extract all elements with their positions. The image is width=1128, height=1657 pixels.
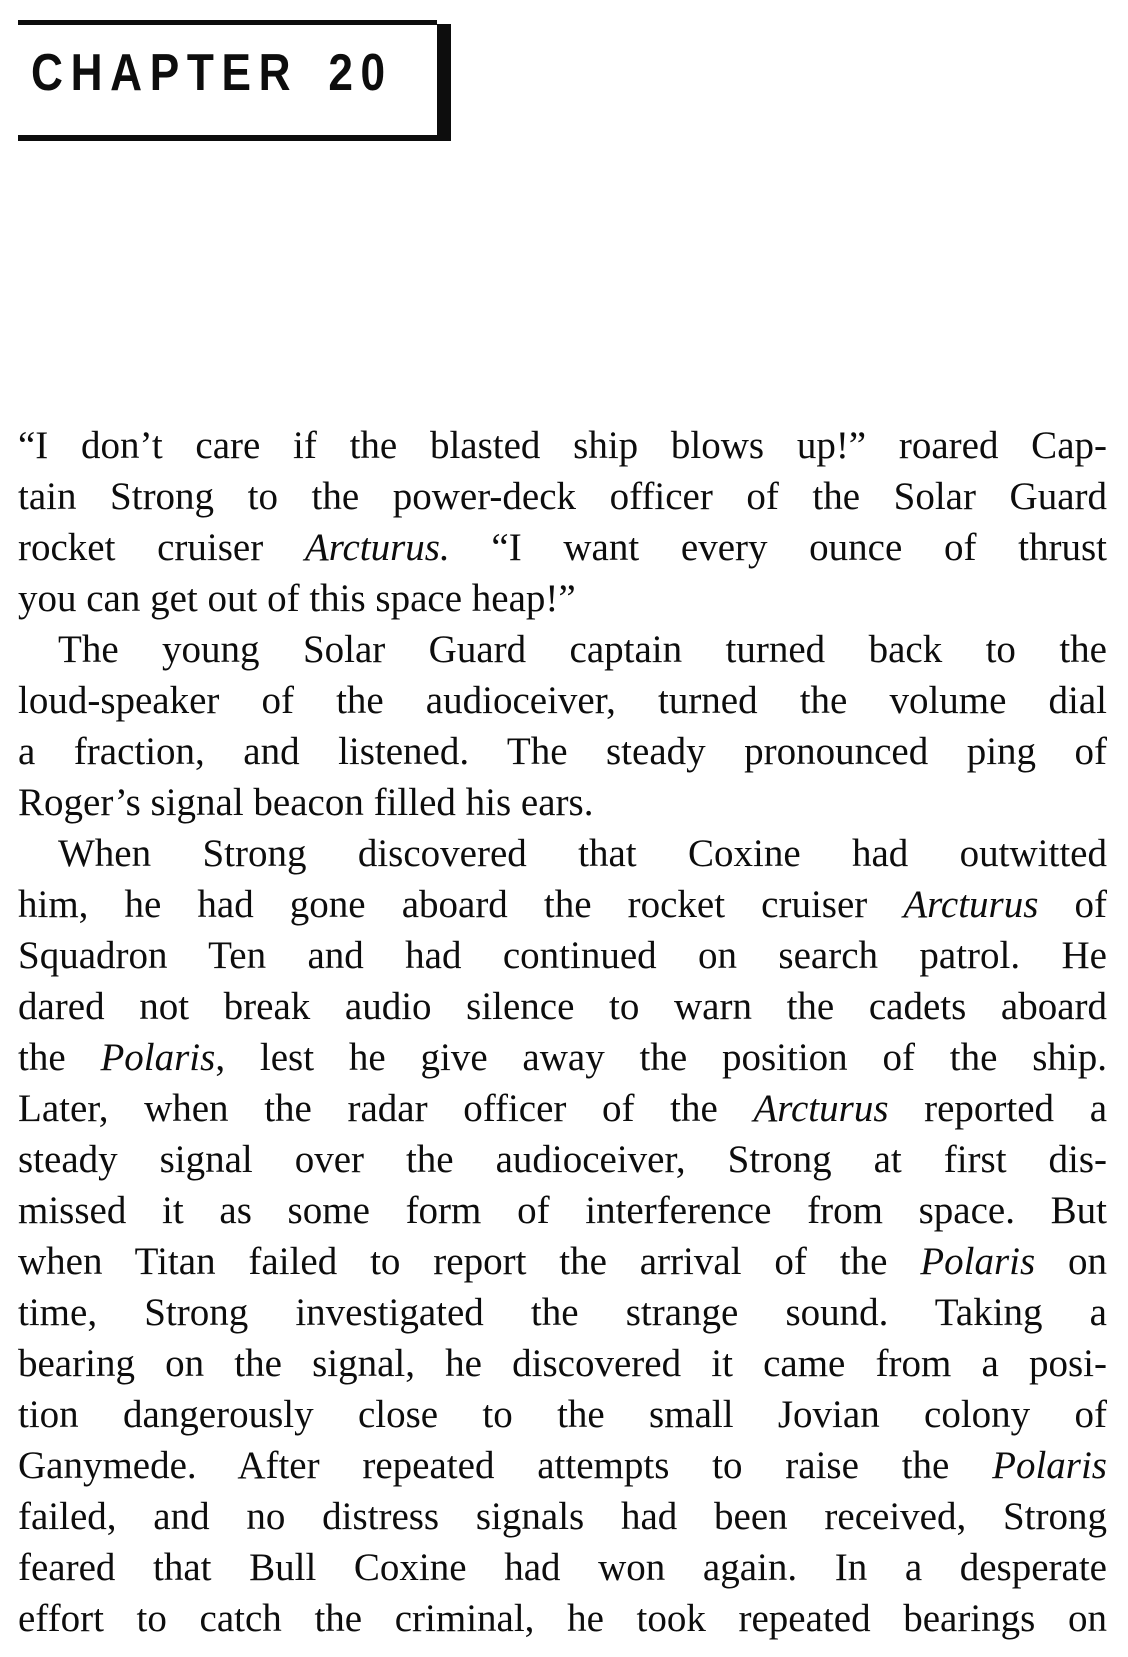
text-segment: you can get out of this space heap!” [18, 577, 576, 620]
text-segment: reported a [888, 1087, 1108, 1130]
text-segment: the [18, 1036, 101, 1079]
text-line [18, 675, 1107, 726]
text-line [18, 420, 1107, 471]
text-segment: tion dangerously close to the small Jovian colony of [18, 1393, 1107, 1436]
text-line [18, 1083, 1107, 1134]
text-line [18, 522, 1107, 573]
text-segment: of [1038, 883, 1107, 926]
text-line [18, 1338, 1107, 1389]
chapter-header [18, 20, 451, 141]
italic-text: Polaris [920, 1240, 1036, 1283]
text-segment: Roger’s signal beacon filled his ears. [18, 781, 594, 824]
paragraph [18, 828, 1107, 1644]
text-segment: The young Solar Guard captain turned back to the [58, 628, 1107, 671]
text-line [18, 777, 1107, 828]
body-text [18, 420, 1107, 1644]
text-line [18, 1185, 1107, 1236]
text-line [18, 1440, 1107, 1491]
header-top-rule [18, 20, 437, 25]
text-line [18, 1032, 1107, 1083]
text-segment: “I want every ounce of thrust [449, 526, 1107, 569]
text-segment: loud-speaker of the audioceiver, turned the volume dial [18, 679, 1107, 722]
text-line [18, 981, 1107, 1032]
text-line [18, 471, 1107, 522]
text-line [18, 1491, 1107, 1542]
italic-text: Arcturus [753, 1087, 889, 1130]
header-bottom-rule [18, 135, 437, 141]
paragraph [18, 420, 1107, 624]
text-line [18, 930, 1107, 981]
text-line [18, 1389, 1107, 1440]
text-line [18, 1134, 1107, 1185]
text-segment: “I don’t care if the blasted ship blows up!” roared Cap- [18, 424, 1107, 467]
text-segment: when Titan failed to report the arrival of the [18, 1240, 921, 1283]
text-segment: effort to catch the criminal, he took repeated bearings on [18, 1597, 1107, 1640]
text-line [18, 726, 1107, 777]
text-segment: , lest he give away the position of the ship. [215, 1036, 1107, 1079]
text-segment: dared not break audio silence to warn the cadets aboard [18, 985, 1107, 1028]
text-segment: him, he had gone aboard the rocket cruiser [18, 883, 904, 926]
text-segment: time, Strong investigated the strange sound. Taking a [18, 1291, 1107, 1334]
italic-text: Arcturus [903, 883, 1039, 926]
text-segment: on [1035, 1240, 1108, 1283]
italic-text: Polaris [100, 1036, 216, 1079]
text-line [18, 828, 1107, 879]
text-segment: feared that Bull Coxine had won again. In a desperate [18, 1546, 1107, 1589]
text-segment: a fraction, and listened. The steady pronounced ping of [18, 730, 1107, 773]
text-line [18, 624, 1107, 675]
text-segment: Later, when the radar officer of the [18, 1087, 754, 1130]
text-line [18, 1593, 1107, 1644]
text-segment: steady signal over the audioceiver, Strong at first dis- [18, 1138, 1107, 1181]
italic-text: Arcturus. [304, 526, 450, 569]
text-segment: Squadron Ten and had continued on search patrol. He [18, 934, 1107, 977]
text-line [18, 1287, 1107, 1338]
text-line [18, 573, 1107, 624]
paragraph [18, 624, 1107, 828]
text-segment: bearing on the signal, he discovered it came from a posi- [18, 1342, 1107, 1385]
header-side-bar [437, 24, 451, 141]
text-line [18, 879, 1107, 930]
italic-text: Polaris [992, 1444, 1107, 1487]
text-segment: When Strong discovered that Coxine had outwitted [58, 832, 1107, 875]
text-segment: tain Strong to the power-deck officer of the Solar Guard [18, 475, 1107, 518]
text-line [18, 1236, 1107, 1287]
text-line [18, 1542, 1107, 1593]
text-segment: rocket cruiser [18, 526, 305, 569]
text-segment: Ganymede. After repeated attempts to raise the [18, 1444, 993, 1487]
text-segment: missed it as some form of interference from space. But [18, 1189, 1107, 1232]
text-segment: failed, and no distress signals had been received, Strong [18, 1495, 1107, 1538]
chapter-title: CHAPTER 20 [31, 44, 393, 102]
